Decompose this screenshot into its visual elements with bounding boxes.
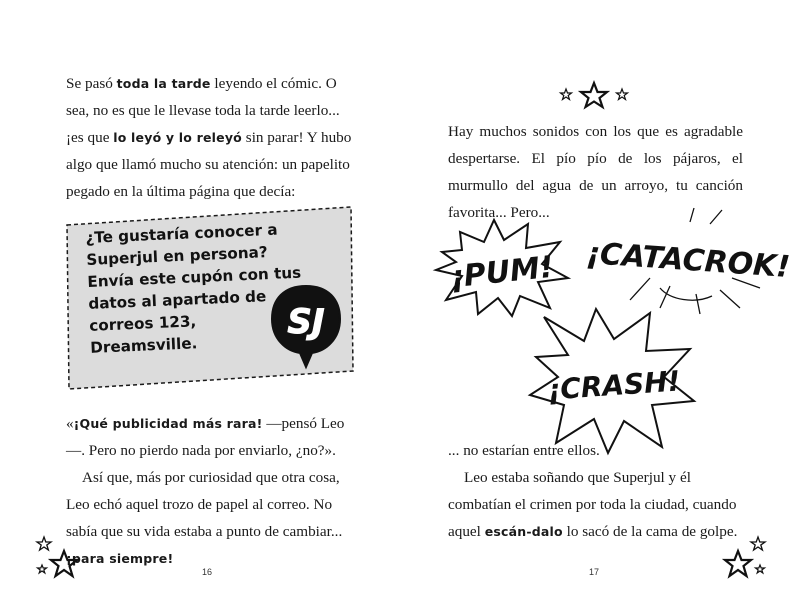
pum-text: ¡PUM! — [448, 249, 556, 296]
text-run: lo sacó de la cama de golpe. — [562, 523, 738, 540]
emphasis-text: toda la tarde — [116, 76, 211, 91]
coupon — [63, 203, 355, 389]
page-number: 16 — [201, 567, 212, 577]
emphasis-text: escán-dalo — [484, 524, 563, 539]
left-paragraph-1 — [66, 70, 356, 205]
catacrok-sound-effect — [585, 208, 792, 318]
stars-decoration-icon — [720, 535, 770, 585]
right-paragraph-3 — [448, 464, 743, 545]
superjul-logo — [266, 281, 346, 371]
text-run: Leo estaba soñando que Superjul y él combatían el crimen por toda la ciudad, cuando aquel — [448, 469, 737, 540]
catacrok-text: ¡CATACROK! — [585, 235, 792, 286]
coupon-text: ¿Te gustaría conocer a Superjul en persona? Envía este cupón con tus datos al apartado de correos 123, Dreamsville. — [85, 220, 302, 357]
right-page — [400, 0, 800, 614]
stars-divider-icon — [558, 80, 638, 110]
page-number: 17 — [588, 567, 599, 577]
stars-decoration-icon — [34, 535, 84, 585]
crash-text: ¡CRASH! — [546, 364, 682, 407]
right-paragraph-2: ... no estarían entre ellos. — [448, 442, 600, 459]
left-paragraph-3 — [66, 464, 356, 572]
text-run: —pensó Leo—. Pero no pierdo nada por enviarlo, ¿no?». — [66, 415, 345, 459]
text-run: Se pasó — [66, 75, 117, 92]
text-run: sin parar! Y hubo algo que llamó mucho su atención: un papelito pegado en la última página que decía: — [66, 129, 352, 200]
superjul-logo-letters: SJ — [287, 302, 325, 342]
emphasis-text: ¡Qué publicidad más rara! — [73, 416, 263, 431]
right-paragraph-1: Hay muchos sonidos con los que es agradable despertarse. El pío pío de los pájaros, el murmullo del agua de un arroyo, tu canción favorita... Pero... — [448, 123, 743, 221]
text-run: « — [66, 415, 74, 432]
left-paragraph-2 — [66, 410, 356, 464]
crash-sound-effect — [528, 305, 698, 455]
text-run: Así que, más por curiosidad que otra cosa, Leo echó aquel trozo de papel al correo. No sabía que su vida estaba a punto de cambiar... — [66, 469, 343, 540]
emphasis-text: lo leyó y lo releyó — [113, 130, 242, 145]
emphasis-text: ¡para siempre! — [66, 551, 174, 566]
text-run: leyendo el cómic. O sea, no es que le llevase toda la tarde leerlo... ¡es que — [66, 75, 340, 146]
